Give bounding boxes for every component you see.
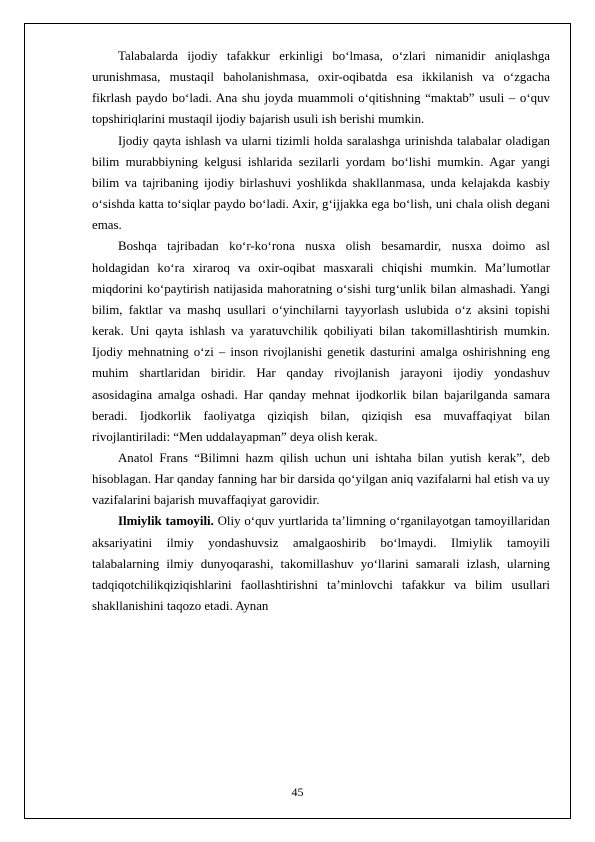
paragraph-3-text: Boshqa tajribadan ko‘r-ko‘rona nusxa olish besamardir, nusxa doimo asl holdagidan ko‘ra xiraroq va oxir-oqibat masxarali chiqishi mumkin. Ma’lumotlar miqdorini ko‘paytirish natijasida mahoratning o‘sishi turg‘unlik bilan almashadi. Yangi bilim, faktlar va mashq usullari o‘yinchilarni tayyorlash uslubida o‘z aksini topishi kerak. Uni qayta ishlash va yaratuvchilik qobiliyati bilan takomillashtirish mumkin. Ijodiy mehnatning o‘zi – inson rivojlanishi genetik dasturini amalga oshirishning eng muhim shartlaridan biridir. Har qanday rivojlanish jarayoni ijodiy yondashuv asosidagina amalga oshadi. Har qanday mehnat ijodkorlik bilan bajarilganda samara beradi. Ijodkorlik faoliyatga qiziqish bilan, qiziqish esa muvaffaqiyat bilan rivojlantiriladi: “Men uddalayapman” deya olish kerak.	[92, 239, 550, 444]
paragraph-4	[92, 448, 550, 511]
page-number: 45	[291, 785, 304, 799]
paragraph-5-text: Oliy o‘quv yurtlarida ta’limning o‘rganilayotgan tamoyillaridan aksariyatini ilmiy yondashuvsiz amalgaoshirib bo‘lmaydi. Ilmiylik tamoyili talabalarning ilmiy dunyoqarashi, takomillashuv yo‘llarini samarali izlash, ularning tadqiqotchilikqiziqishlarini faollashtirishni ta’minlovchi tafakkur va bilim usullari shakllanishini taqozo etadi. Aynan	[92, 514, 550, 614]
paragraph-2	[92, 131, 550, 237]
document-body	[92, 46, 550, 617]
paragraph-3	[92, 236, 550, 448]
paragraph-2-text: Ijodiy qayta ishlash va ularni tizimli holda saralashga urinishda talabalar oladigan bilim murabbiyning kelgusi ishlarida sezilarli yordam bo‘lishi mumkin. Agar yangi bilim va tajribaning ijodiy birlashuvi yoshlikda shakllanmasa, unda kelajakda kasbiy o‘sishda katta to‘siqlar paydo bo‘ladi. Axir, g‘ijjakka ega bo‘lish, uni chala olish degani emas.	[92, 133, 550, 233]
section-heading-inline: Ilmiylik tamoyili.	[118, 514, 214, 529]
paragraph-4-text: Anatol Frans “Bilimni hazm qilish uchun uni ishtaha bilan yutish kerak”, deb hisoblagan. Har qanday fanning har bir darsida qo‘yilgan aniq vazifalarni hal etish va uy vazifalarini bajarish muvaffaqiyat garovidir.	[92, 450, 550, 508]
paragraph-1	[92, 46, 550, 131]
paragraph-1-text: Talabalarda ijodiy tafakkur erkinligi bo‘lmasa, o‘zlari nimanidir aniqlashga urunishmasa, mustaqil baholanishmasa, oxir-oqibatda esa ikkilanish va o‘zgacha fikrlash paydo bo‘ladi. Ana shu joyda muammoli o‘qitishning “maktab” usuli – o‘quv topshiriqlarini mustaqil ijodiy bajarish usuli ish berishi mumkin.	[92, 49, 550, 127]
paragraph-5	[92, 511, 550, 617]
